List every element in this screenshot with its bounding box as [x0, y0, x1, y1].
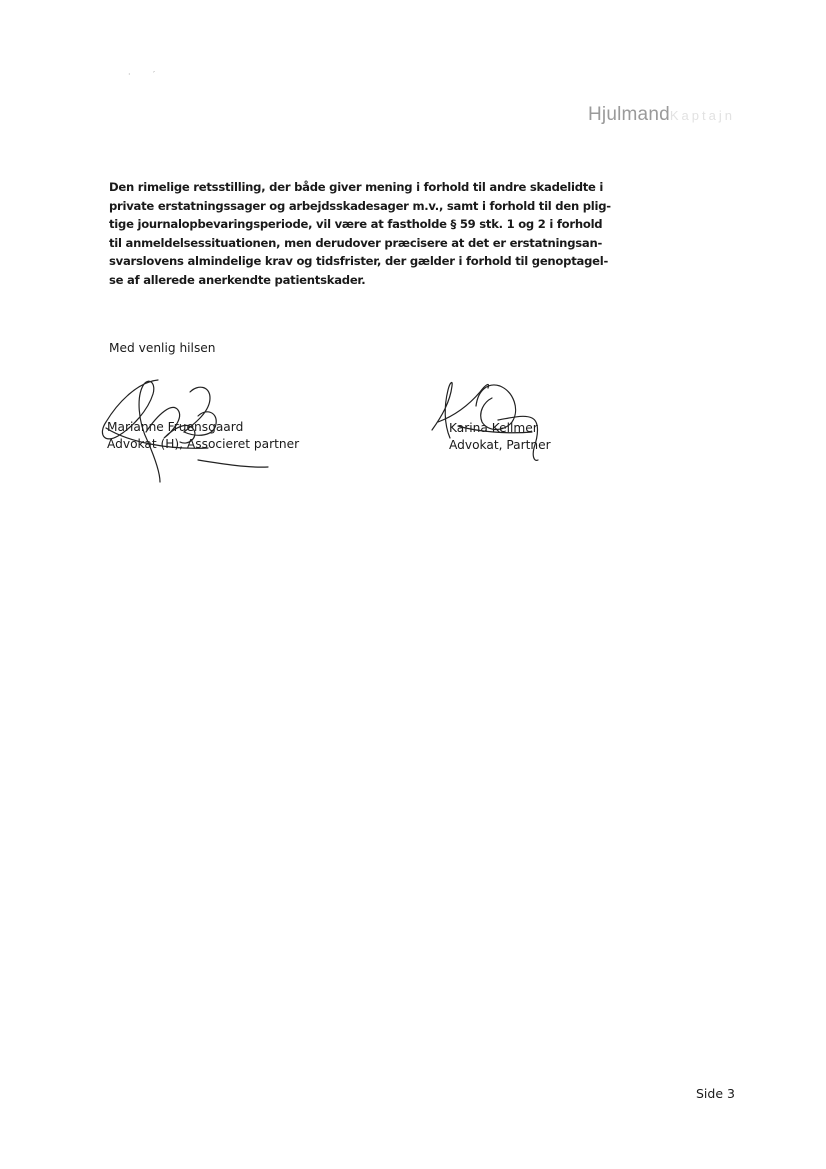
logo-text-primary: Hjulmand [588, 104, 670, 125]
paragraph-line: til anmeldelsessituationen, men derudover præcisere at det er erstatningsan- [109, 235, 603, 250]
scan-speck: · ′ [128, 70, 165, 79]
paragraph-line: tige journalopbevaringsperiode, vil være at fastholde § 59 stk. 1 og 2 i forhold [109, 217, 603, 232]
signatory-title: Advokat (H), Associeret partner [107, 437, 300, 451]
handwritten-signature-1 [98, 372, 298, 487]
signatory-name: Marianne Fruensgaard [107, 420, 244, 434]
company-logo [588, 104, 735, 126]
paragraph-line: private erstatningssager og arbejdsskadesager m.v., samt i forhold til den plig- [109, 198, 611, 213]
paragraph-line: Den rimelige retsstilling, der både giver mening i forhold til andre skadelidte i [109, 180, 604, 194]
logo-text-secondary: Kaptajn [669, 108, 735, 123]
closing-greeting: Med venlig hilsen [109, 341, 216, 355]
paragraph-line: svarslovens almindelige krav og tidsfrister, der gælder i forhold til genoptagel- [109, 254, 609, 269]
signatory-title: Advokat, Partner [449, 438, 551, 452]
paragraph-line: se af allerede anerkendte patientskader. [109, 272, 366, 287]
page-number: Side 3 [696, 1086, 735, 1101]
handwritten-signature-2 [428, 376, 568, 466]
body-paragraph [109, 178, 611, 290]
signatory-name: Karina Kellmer [449, 421, 538, 435]
